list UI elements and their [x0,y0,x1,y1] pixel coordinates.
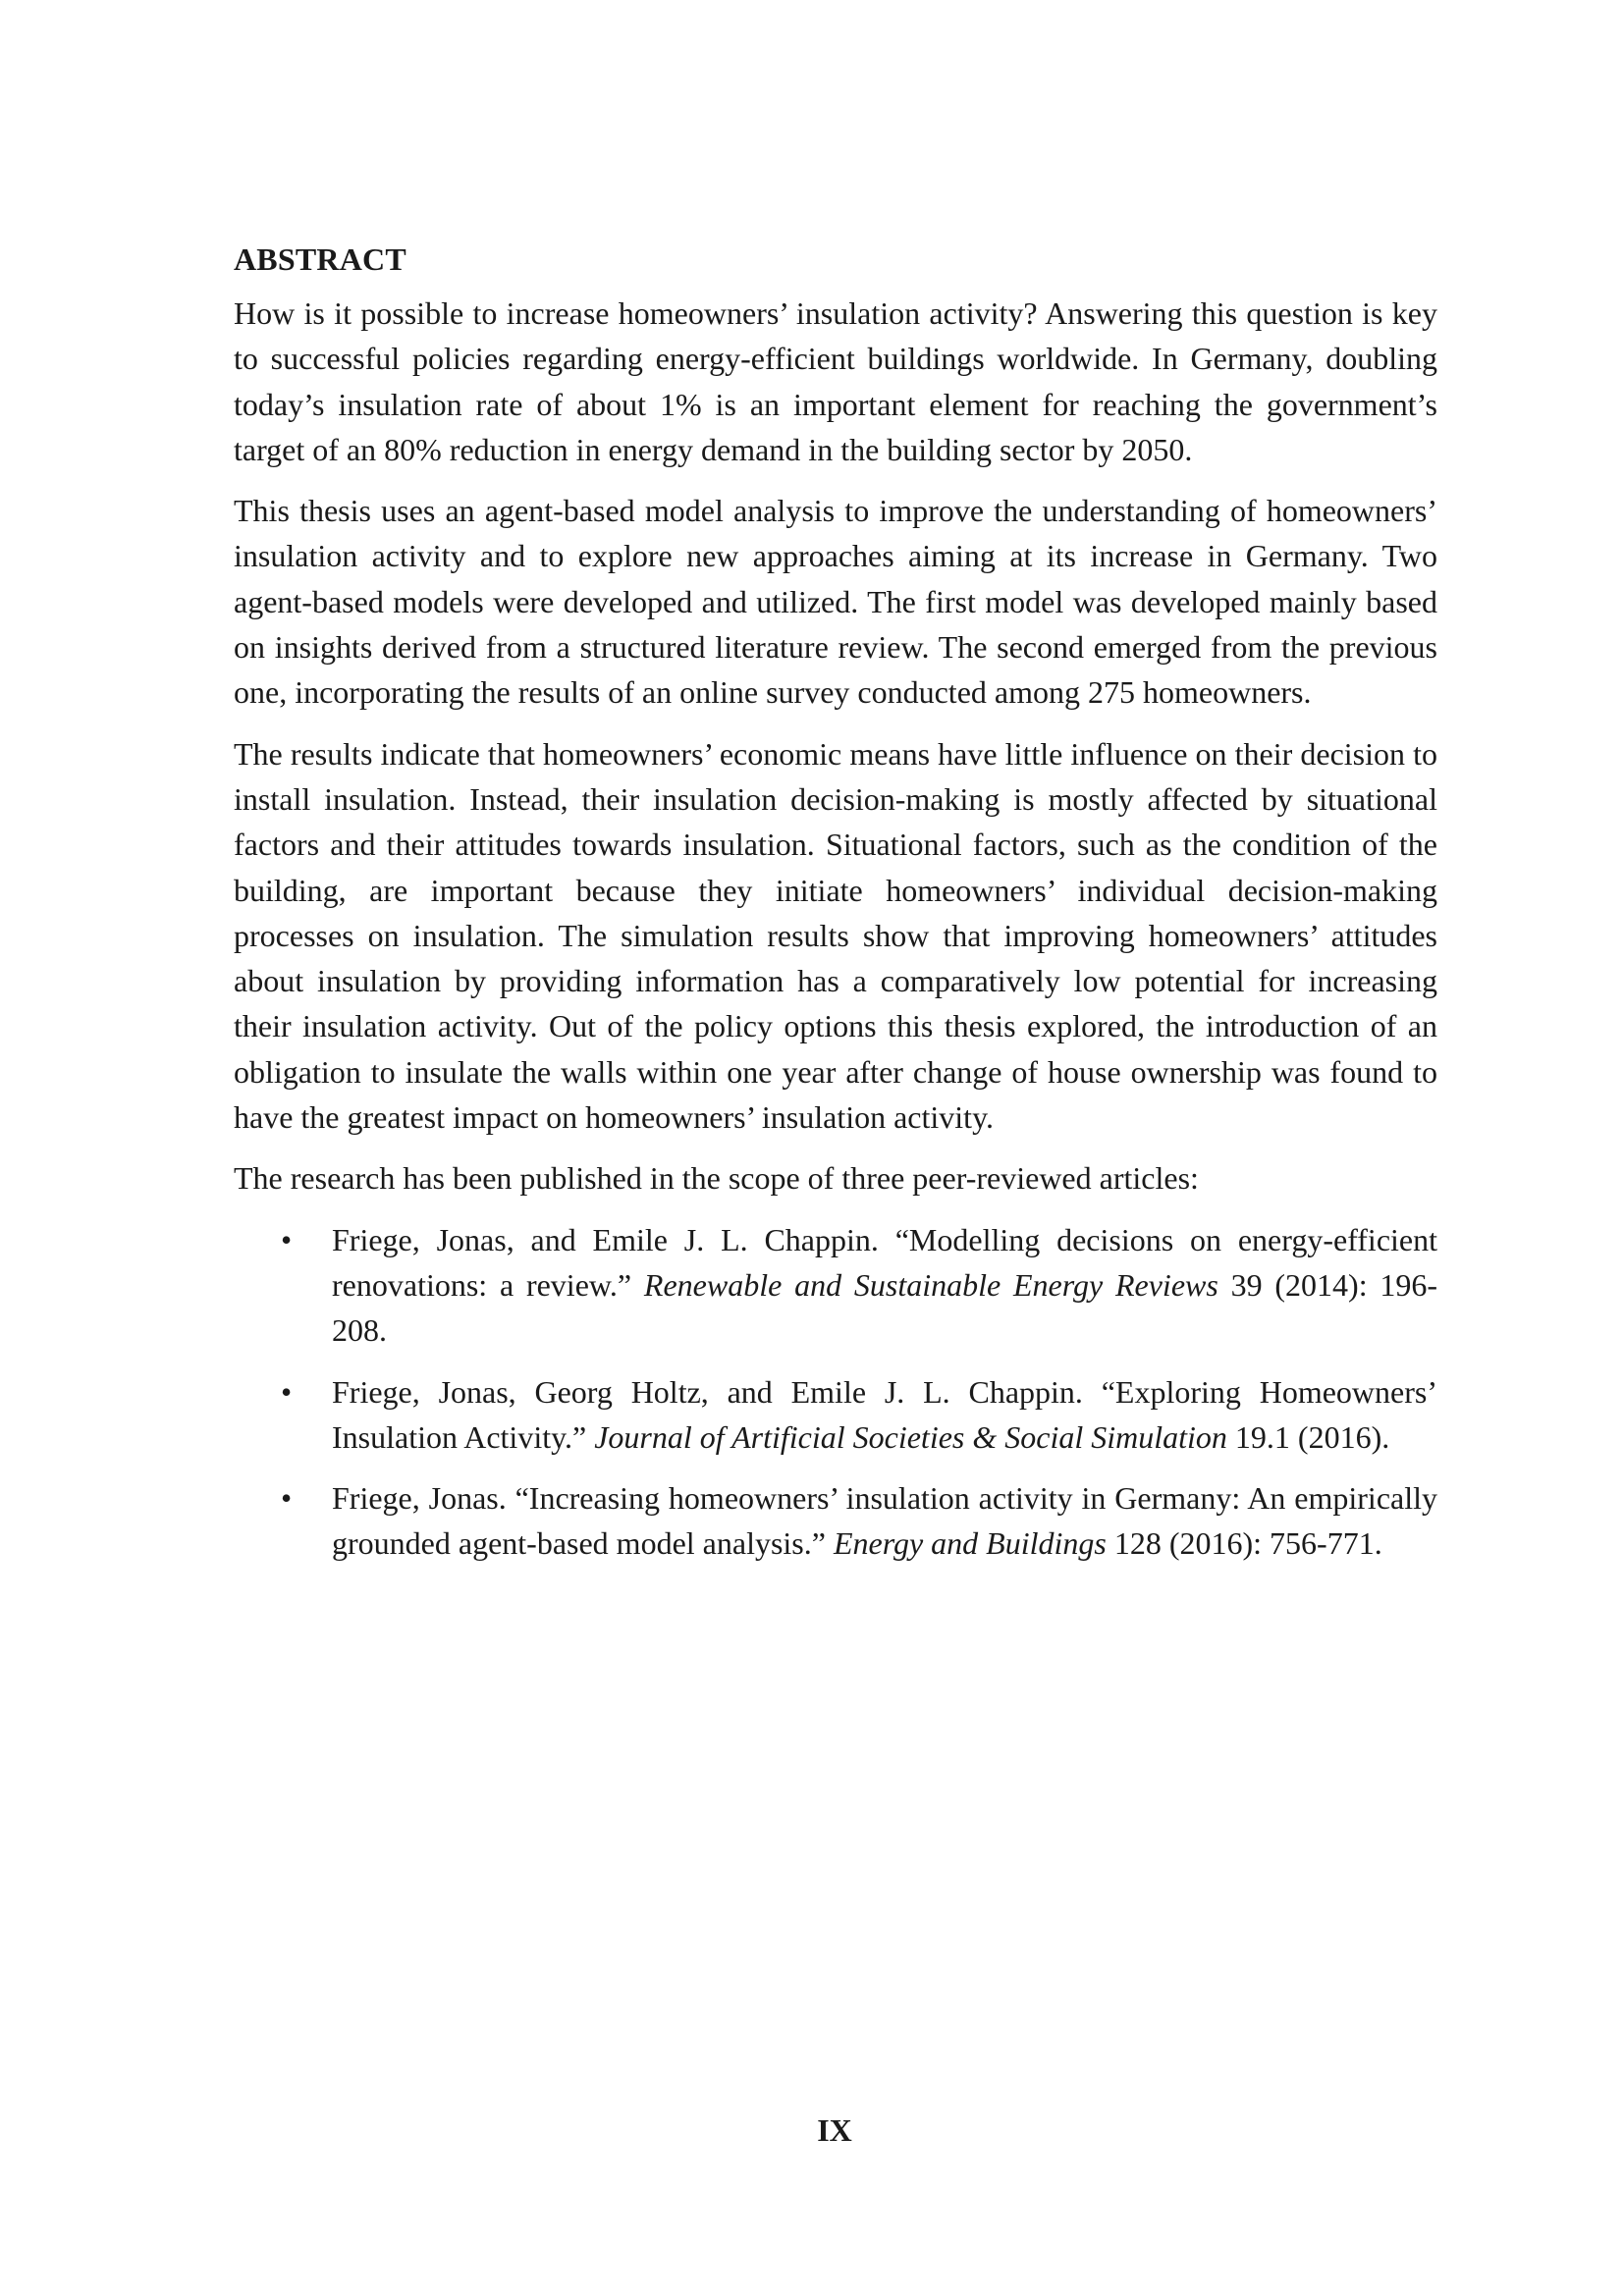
bullet-icon: • [281,1373,293,1410]
reference-item [234,1475,1437,1567]
publications-intro: The research has been published in the scope of three peer-reviewed articles: [234,1160,1199,1197]
reference-text: Friege, Jonas. “Increasing homeowners’ insulation activity in Germany: An empirically grounded agent-based model analysis.” [332,1480,1437,1562]
page-number: IX [817,2112,852,2148]
reference-item [234,1217,1437,1354]
abstract-paragraph-3: The results indicate that homeowners’ economic means have little influence on their decision to install insulation. Instead, their insulation decision-making is mostly affected by situational factors and their attitudes towards insulation. Situational factors, such as the condition of the building, are important because they initiate homeowners’ individual decision-making processes on insulation. The simulation results show that improving homeowners’ attitudes about insulation by providing information has a comparatively low potential for increasing their insulation activity. Out of the policy options this thesis explored, the introduction of an obligation to insulate the walls within one year after change of house ownership was found to have the greatest impact on homeowners’ insulation activity. [234,735,1437,1136]
bullet-icon: • [281,1480,293,1517]
bullet-icon: • [281,1221,293,1257]
reference-journal: Journal of Artificial Societies & Social Simulation [594,1418,1227,1455]
reference-list [234,1217,1437,1567]
document-page [234,240,1437,1582]
reference-details: 39 (2014): 196-208. [332,1266,1438,1349]
reference-details: 19.1 (2016). [1226,1418,1390,1455]
abstract-paragraph-2: This thesis uses an agent-based model analysis to improve the understanding of homeowners’ insulation activity and to explore new approaches aiming at its increase in Germany. Two agent-based models were developed and utilized. The first model was developed mainly based on insights derived from a structured literature review. The second emerged from the previous one, incorporating the results of an online survey conducted among 275 homeowners. [234,493,1437,711]
reference-journal: Energy and Buildings [833,1525,1107,1562]
abstract-heading: ABSTRACT [234,241,406,277]
reference-text: Friege, Jonas, Georg Holtz, and Emile J. L. Chappin. “Exploring Homeowners’ Insulation Activity.” [332,1373,1437,1455]
abstract-paragraph-1: How is it possible to increase homeowners’ insulation activity? Answering this question is key to successful policies regarding energy-efficient buildings worldwide. In Germany, doubling today’s insulation rate of about 1% is an important element for reaching the government’s target of an 80% reduction in energy demand in the building sector by 2050. [234,295,1437,467]
reference-text: Friege, Jonas, and Emile J. L. Chappin. “Modelling decisions on energy-efficient renovations: a review.” [332,1221,1437,1303]
reference-item [234,1369,1437,1461]
reference-details: 128 (2016): 756-771. [1106,1525,1382,1562]
reference-journal: Renewable and Sustainable Energy Reviews [643,1266,1218,1303]
